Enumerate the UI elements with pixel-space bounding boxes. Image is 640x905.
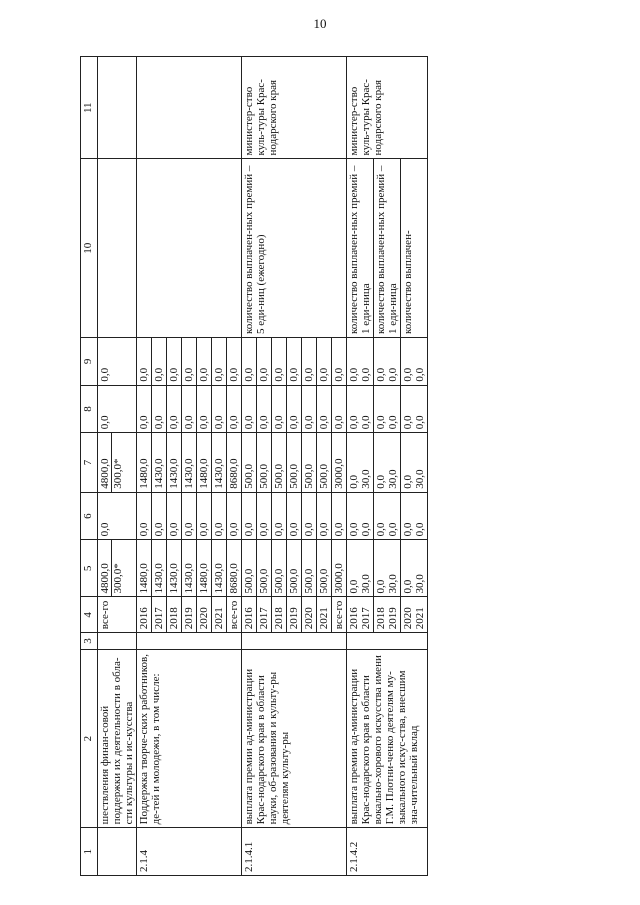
table-cell: [242, 633, 347, 650]
table-cell: 0,0: [137, 385, 152, 433]
table-cell: 0,0: [197, 492, 212, 540]
table-cell: 0,0: [287, 338, 302, 386]
table-row: [347, 57, 374, 876]
table-cell: 8680,0: [227, 433, 242, 493]
col-header: 1: [81, 828, 98, 876]
table-cell: 500,0: [272, 540, 287, 597]
table-cell: 0,0: [212, 338, 227, 386]
table-cell: [137, 57, 242, 159]
table-cell: 2017: [152, 597, 167, 633]
table-cell: все-го: [227, 597, 242, 633]
page-number: 10: [313, 16, 327, 31]
col-header: 11: [81, 57, 98, 159]
table-cell: 500,0: [242, 540, 257, 597]
table-cell: 0,0: [317, 338, 332, 386]
table-cell: 0,0: [302, 338, 317, 386]
table-row: [137, 57, 152, 876]
table-cell: [98, 57, 137, 159]
table-cell: 2020: [302, 597, 317, 633]
table-cell: 1430,0: [212, 540, 227, 597]
table-cell: 500,0: [272, 433, 287, 493]
table-cell: все-го: [332, 597, 347, 633]
table-cell: 500,0: [287, 433, 302, 493]
col-header: 8: [81, 385, 98, 433]
table-cell: 0,0: [302, 385, 317, 433]
table-cell: [98, 159, 137, 338]
table-cell: 500,0: [302, 433, 317, 493]
table-cell: 1430,0: [167, 540, 182, 597]
table-cell: 0,0: [152, 492, 167, 540]
table-cell: 0,0: [182, 492, 197, 540]
col-header: 6: [81, 492, 98, 540]
table-cell: 2016: [242, 597, 257, 633]
table-cell: 0,0 0,0: [374, 338, 401, 386]
table-cell: 0,0 0,0: [401, 385, 428, 433]
table-cell: 0,0: [332, 338, 347, 386]
table-cell: 0,0: [227, 338, 242, 386]
table-cell: 0,0: [167, 385, 182, 433]
table-cell: 0,0: [152, 338, 167, 386]
item-code: 2.1.4: [137, 828, 242, 876]
table-cell: 1430,0: [182, 540, 197, 597]
table-cell: 3000,0: [332, 540, 347, 597]
item-name: шествления финан-совой поддержки их деятельности в обла-сти культуры и ис-кусства: [98, 649, 137, 828]
table-cell: 0,0: [257, 492, 272, 540]
table-cell: [347, 633, 428, 650]
table-cell: 0,0: [227, 492, 242, 540]
table-cell: 0,0 0,0: [374, 385, 401, 433]
year-cell: все-го: [98, 597, 137, 633]
table-cell: 0,0 0,0: [401, 492, 428, 540]
table-cell: [98, 633, 137, 650]
table-cell: 2021: [212, 597, 227, 633]
table-cell: 0,0: [257, 338, 272, 386]
table-cell: 500,0: [242, 433, 257, 493]
table-cell: 0,0: [212, 492, 227, 540]
table-cell: 1430,0: [152, 540, 167, 597]
table-cell: 0,0 0,0: [347, 338, 374, 386]
item-name: выплата премии ад-министрации Крас-нодарского края в области науки, об-разования и культу-ры деятелям культу-ры: [242, 649, 347, 828]
table-cell: 0,0 30,0: [347, 540, 374, 597]
value-cell: 0,0: [98, 492, 137, 540]
table-cell: 1430,0: [212, 433, 227, 493]
table-cell: 2018 2019: [374, 597, 401, 633]
table-cell: 0,0: [227, 385, 242, 433]
table-cell: 0,0 0,0: [374, 492, 401, 540]
table-cell: 2020: [197, 597, 212, 633]
table-cell: 1480,0: [197, 540, 212, 597]
table-cell: 0,0: [152, 385, 167, 433]
header-row: [81, 57, 98, 876]
table-cell: 0,0: [182, 338, 197, 386]
result-indicator: количество выплачен-ных премий – 5 еди-ниц (ежегодно): [242, 159, 347, 338]
executor: министер-ство куль-туры Крас-нодарского края: [242, 57, 347, 159]
table-cell: 500,0: [302, 540, 317, 597]
value-cell: 4800,0 300,0*: [98, 540, 137, 597]
value-cell: 0,0: [98, 385, 137, 433]
col-header: 9: [81, 338, 98, 386]
value-cell: 4800,0 300,0*: [98, 433, 137, 493]
table-cell: 0,0: [332, 385, 347, 433]
table-cell: [98, 828, 137, 876]
table-cell: 0,0 30,0: [374, 433, 401, 493]
table-cell: 0,0: [242, 385, 257, 433]
table-cell: 8680,0: [227, 540, 242, 597]
table-cell: 0,0: [242, 492, 257, 540]
table-cell: 0,0: [212, 385, 227, 433]
executor: министер-ство куль-туры Крас-нодарского края: [347, 57, 428, 159]
table-cell: 0,0: [272, 492, 287, 540]
table-cell: 0,0 30,0: [401, 433, 428, 493]
table-cell: 0,0 0,0: [401, 338, 428, 386]
col-header: 7: [81, 433, 98, 493]
table-cell: 1480,0: [137, 540, 152, 597]
table-cell: 2019: [182, 597, 197, 633]
table-cell: 0,0: [257, 385, 272, 433]
item-name: Поддержка творче-ских работников, де-тей и молодежи, в том числе:: [137, 649, 242, 828]
table-cell: [137, 159, 242, 338]
table-cell: 1480,0: [197, 433, 212, 493]
table-cell: 0,0: [197, 385, 212, 433]
table-cell: 2019: [287, 597, 302, 633]
table-cell: 0,0: [137, 492, 152, 540]
table-cell: 0,0: [182, 385, 197, 433]
table-cell: 0,0 30,0: [347, 433, 374, 493]
col-header: 4: [81, 597, 98, 633]
table-cell: 1430,0: [152, 433, 167, 493]
table-cell: 1430,0: [167, 433, 182, 493]
table-cell: 2020 2021: [401, 597, 428, 633]
table-cell: 500,0: [287, 540, 302, 597]
table-cell: 0,0: [272, 385, 287, 433]
table-cell: 2016 2017: [347, 597, 374, 633]
program-table: [80, 56, 428, 876]
table-cell: 0,0 30,0: [401, 540, 428, 597]
item-name: выплата премии ад-министрации Крас-нодарского края в области вокально-хорового искусства имени Г.М. Плотни-ченко деятелям му-зыкального искус-ства, внесшим зна-чительный вклад: [347, 649, 428, 828]
col-header: 2: [81, 649, 98, 828]
table-cell: 2021: [317, 597, 332, 633]
col-header: 5: [81, 540, 98, 597]
table-cell: 500,0: [257, 433, 272, 493]
table-cell: 0,0: [197, 338, 212, 386]
col-header: 3: [81, 633, 98, 650]
table-row: [242, 57, 257, 876]
col-header: 10: [81, 159, 98, 338]
result-indicator: количество выплачен-ных премий – 1 еди-ница: [374, 159, 401, 338]
table-cell: 0,0 0,0: [347, 492, 374, 540]
table-cell: 0,0 30,0: [374, 540, 401, 597]
rotated-table-area: [80, 56, 520, 876]
table-cell: 2017: [257, 597, 272, 633]
table-cell: 2018: [167, 597, 182, 633]
table-cell: 2016: [137, 597, 152, 633]
table-cell: 0,0: [317, 492, 332, 540]
table-cell: 0,0: [287, 385, 302, 433]
table-cell: 0,0: [317, 385, 332, 433]
item-code: 2.1.4.2: [347, 828, 428, 876]
table-cell: 0,0: [167, 492, 182, 540]
table-cell: 1480,0: [137, 433, 152, 493]
table-cell: 500,0: [257, 540, 272, 597]
table-row: [98, 57, 137, 876]
table-cell: 0,0: [272, 338, 287, 386]
table-cell: 0,0: [167, 338, 182, 386]
table-cell: 0,0: [332, 492, 347, 540]
table-cell: 500,0: [317, 433, 332, 493]
table-cell: 0,0: [137, 338, 152, 386]
table-cell: 0,0: [287, 492, 302, 540]
result-indicator: количество выплачен-: [401, 159, 428, 338]
table-cell: 0,0 0,0: [347, 385, 374, 433]
table-cell: 0,0: [242, 338, 257, 386]
table-cell: 1430,0: [182, 433, 197, 493]
result-indicator: количество выплачен-ных премий – 1 еди-ница: [347, 159, 374, 338]
table-cell: 0,0: [302, 492, 317, 540]
table-cell: 2018: [272, 597, 287, 633]
table-cell: [137, 633, 242, 650]
table-cell: 3000,0: [332, 433, 347, 493]
table-cell: 500,0: [317, 540, 332, 597]
value-cell: 0,0: [98, 338, 137, 386]
item-code: 2.1.4.1: [242, 828, 347, 876]
